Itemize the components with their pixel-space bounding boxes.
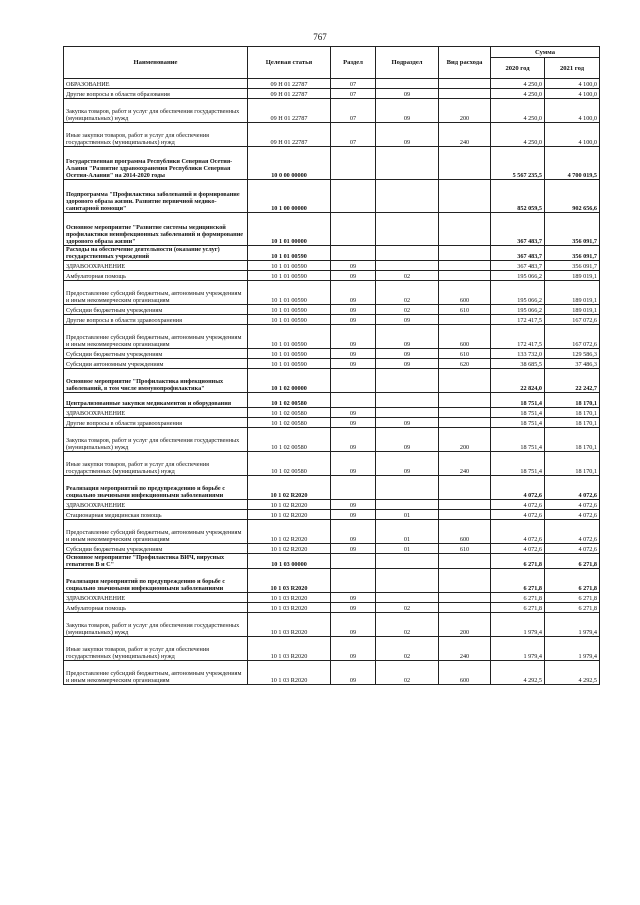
cell-section: 09 <box>331 359 376 369</box>
cell-2020: 852 059,5 <box>491 180 545 213</box>
table-row <box>64 520 600 544</box>
header-subsection: Подраздел <box>376 47 439 79</box>
cell-2021: 189 019,1 <box>545 281 600 305</box>
table-row <box>64 544 600 554</box>
table-row <box>64 603 600 613</box>
cell-2020: 5 567 235,5 <box>491 147 545 180</box>
cell-name: Реализация мероприятий по предупреждению и борьбе с социально значимыми инфекционными заболеваниями <box>64 476 248 500</box>
cell-2021: 189 019,1 <box>545 305 600 315</box>
cell-target: 10 1 02 R2020 <box>248 476 331 500</box>
cell-name: Другие вопросы в области здравоохранения <box>64 315 248 325</box>
cell-subsection: 02 <box>376 637 439 661</box>
cell-name: ЗДРАВООХРАНЕНИЕ <box>64 500 248 510</box>
table-row <box>64 418 600 428</box>
cell-2020: 195 066,2 <box>491 271 545 281</box>
cell-expense-type <box>439 510 491 520</box>
table-row <box>64 452 600 476</box>
cell-section: 09 <box>331 593 376 603</box>
cell-section: 09 <box>331 661 376 685</box>
cell-expense-type <box>439 213 491 246</box>
cell-2020: 4 250,0 <box>491 89 545 99</box>
cell-name: Иные закупки товаров, работ и услуг для обеспечения государственных (муниципальных) нужд <box>64 123 248 147</box>
cell-target: 10 1 02 R2020 <box>248 500 331 510</box>
table-row <box>64 99 600 123</box>
cell-2021: 4 072,6 <box>545 510 600 520</box>
cell-2020: 195 066,2 <box>491 281 545 305</box>
cell-subsection: 09 <box>376 359 439 369</box>
cell-expense-type <box>439 271 491 281</box>
cell-section: 09 <box>331 520 376 544</box>
table-row <box>64 613 600 637</box>
cell-expense-type <box>439 500 491 510</box>
cell-2020: 18 751,4 <box>491 452 545 476</box>
cell-2020: 367 483,7 <box>491 246 545 261</box>
cell-subsection: 09 <box>376 99 439 123</box>
cell-name: Основное мероприятие "Профилактика ВИЧ, вирусных гепатитов В и С" <box>64 554 248 569</box>
cell-2021: 4 292,5 <box>545 661 600 685</box>
cell-2020: 1 979,4 <box>491 613 545 637</box>
cell-2020: 367 483,7 <box>491 213 545 246</box>
table-row <box>64 147 600 180</box>
cell-2021: 356 091,7 <box>545 261 600 271</box>
cell-subsection <box>376 593 439 603</box>
cell-section: 09 <box>331 613 376 637</box>
cell-section <box>331 393 376 408</box>
cell-name: ЗДРАВООХРАНЕНИЕ <box>64 593 248 603</box>
header-section: Раздел <box>331 47 376 79</box>
cell-expense-type <box>439 261 491 271</box>
cell-subsection: 01 <box>376 510 439 520</box>
table-row <box>64 79 600 89</box>
cell-target: 10 1 01 00590 <box>248 349 331 359</box>
cell-target: 10 1 01 00590 <box>248 325 331 349</box>
cell-subsection <box>376 147 439 180</box>
cell-subsection <box>376 79 439 89</box>
cell-2021: 189 019,1 <box>545 271 600 281</box>
cell-target: 10 1 03 R2020 <box>248 637 331 661</box>
header-expense-type: Вид расхода <box>439 47 491 79</box>
table-header <box>64 47 600 79</box>
cell-target: 10 1 01 00590 <box>248 305 331 315</box>
cell-2020: 133 732,0 <box>491 349 545 359</box>
cell-target: 09 Н 01 22787 <box>248 99 331 123</box>
budget-table <box>63 46 600 685</box>
table-row <box>64 325 600 349</box>
cell-target: 10 1 01 00590 <box>248 281 331 305</box>
cell-expense-type: 600 <box>439 281 491 305</box>
cell-subsection: 02 <box>376 281 439 305</box>
cell-target: 10 1 02 00000 <box>248 369 331 393</box>
cell-subsection <box>376 569 439 593</box>
cell-name: Амбулаторная помощь <box>64 271 248 281</box>
cell-target: 10 1 02 R2020 <box>248 510 331 520</box>
cell-2020: 18 751,4 <box>491 393 545 408</box>
cell-name: Закупка товаров, работ и услуг для обеспечения государственных (муниципальных) нужд <box>64 428 248 452</box>
cell-name: Закупка товаров, работ и услуг для обеспечения государственных (муниципальных) нужд <box>64 613 248 637</box>
cell-expense-type <box>439 369 491 393</box>
cell-target: 10 1 02 00580 <box>248 393 331 408</box>
cell-section <box>331 147 376 180</box>
cell-target: 10 1 03 R2020 <box>248 569 331 593</box>
table-row <box>64 637 600 661</box>
cell-2021: 4 072,6 <box>545 520 600 544</box>
table-row <box>64 281 600 305</box>
cell-2020: 6 271,8 <box>491 554 545 569</box>
cell-target: 10 1 01 00590 <box>248 271 331 281</box>
cell-2020: 4 250,0 <box>491 123 545 147</box>
cell-section: 07 <box>331 79 376 89</box>
cell-2021: 4 072,6 <box>545 544 600 554</box>
cell-subsection: 09 <box>376 89 439 99</box>
cell-target: 10 1 02 00580 <box>248 428 331 452</box>
header-sum: Сумма <box>491 47 600 58</box>
cell-section: 09 <box>331 261 376 271</box>
cell-2021: 18 170,1 <box>545 418 600 428</box>
cell-2021: 18 170,1 <box>545 428 600 452</box>
cell-2021: 18 170,1 <box>545 393 600 408</box>
cell-name: Предоставление субсидий бюджетным, автономным учреждениям и иным некоммерческим организациям <box>64 325 248 349</box>
cell-2021: 6 271,8 <box>545 569 600 593</box>
table-body <box>64 79 600 685</box>
cell-2020: 22 824,0 <box>491 369 545 393</box>
cell-name: Основное мероприятие "Развитие системы медицинской профилактики неинфекционных заболеваний и формирование здорового образа жизни" <box>64 213 248 246</box>
cell-subsection: 09 <box>376 349 439 359</box>
cell-subsection: 02 <box>376 661 439 685</box>
cell-target: 10 1 02 00580 <box>248 452 331 476</box>
cell-2021: 22 242,7 <box>545 369 600 393</box>
cell-subsection <box>376 393 439 408</box>
cell-2020: 4 072,6 <box>491 500 545 510</box>
cell-section: 09 <box>331 325 376 349</box>
cell-name: Закупка товаров, работ и услуг для обеспечения государственных (муниципальных) нужд <box>64 99 248 123</box>
table-row <box>64 428 600 452</box>
cell-expense-type: 610 <box>439 305 491 315</box>
cell-2020: 195 066,2 <box>491 305 545 315</box>
cell-subsection <box>376 261 439 271</box>
cell-target: 10 1 01 00000 <box>248 213 331 246</box>
cell-section <box>331 180 376 213</box>
table-row <box>64 261 600 271</box>
cell-2021: 6 271,8 <box>545 554 600 569</box>
cell-name: Предоставление субсидий бюджетным, автономным учреждениям и иным некоммерческим организациям <box>64 281 248 305</box>
cell-2021: 4 100,0 <box>545 79 600 89</box>
table-row <box>64 180 600 213</box>
cell-expense-type <box>439 147 491 180</box>
cell-section: 09 <box>331 603 376 613</box>
cell-target: 10 1 03 00000 <box>248 554 331 569</box>
cell-expense-type <box>439 89 491 99</box>
table-row <box>64 213 600 246</box>
cell-name: Субсидии автономным учреждениям <box>64 359 248 369</box>
cell-2021: 1 979,4 <box>545 613 600 637</box>
cell-subsection: 02 <box>376 603 439 613</box>
cell-section: 09 <box>331 315 376 325</box>
cell-expense-type <box>439 246 491 261</box>
cell-name: Субсидии бюджетным учреждениям <box>64 349 248 359</box>
cell-2021: 167 072,6 <box>545 325 600 349</box>
cell-2021: 4 100,0 <box>545 99 600 123</box>
cell-target: 10 1 03 R2020 <box>248 661 331 685</box>
cell-name: Централизованные закупки медикаментов и оборудования <box>64 393 248 408</box>
cell-subsection: 09 <box>376 418 439 428</box>
cell-2021: 4 072,6 <box>545 476 600 500</box>
cell-expense-type: 200 <box>439 99 491 123</box>
cell-expense-type: 600 <box>439 520 491 544</box>
table-row <box>64 661 600 685</box>
cell-section: 07 <box>331 99 376 123</box>
cell-name: Другие вопросы в области здравоохранения <box>64 418 248 428</box>
table-row <box>64 123 600 147</box>
cell-name: Подпрограмма "Профилактика заболеваний и формирование здорового образа жизни. Развитие первичной медико-санитарной помощи" <box>64 180 248 213</box>
cell-2020: 172 417,5 <box>491 325 545 349</box>
cell-section <box>331 369 376 393</box>
cell-expense-type <box>439 569 491 593</box>
cell-2021: 18 170,1 <box>545 452 600 476</box>
cell-2021: 902 656,6 <box>545 180 600 213</box>
cell-expense-type <box>439 476 491 500</box>
cell-name: Предоставление субсидий бюджетным, автономным учреждениям и иным некоммерческим организациям <box>64 661 248 685</box>
cell-target: 10 1 02 R2020 <box>248 544 331 554</box>
table-row <box>64 510 600 520</box>
cell-2020: 18 751,4 <box>491 418 545 428</box>
cell-name: Реализация мероприятий по предупреждению и борьбе с социально значимыми инфекционными заболеваниями <box>64 569 248 593</box>
cell-subsection: 02 <box>376 271 439 281</box>
cell-2020: 4 250,0 <box>491 79 545 89</box>
cell-section <box>331 213 376 246</box>
cell-name: Другие вопросы в области образования <box>64 89 248 99</box>
cell-expense-type: 610 <box>439 349 491 359</box>
cell-target: 10 1 00 00000 <box>248 180 331 213</box>
cell-subsection: 09 <box>376 123 439 147</box>
cell-target: 10 1 02 00580 <box>248 418 331 428</box>
cell-section: 09 <box>331 271 376 281</box>
cell-section: 09 <box>331 408 376 418</box>
cell-2021: 37 486,3 <box>545 359 600 369</box>
cell-subsection <box>376 500 439 510</box>
cell-section: 07 <box>331 123 376 147</box>
table-row <box>64 476 600 500</box>
cell-name: Расходы на обеспечение деятельности (оказание услуг) государственных учреждений <box>64 246 248 261</box>
table-row <box>64 408 600 418</box>
cell-section: 09 <box>331 637 376 661</box>
cell-2021: 4 100,0 <box>545 89 600 99</box>
cell-expense-type: 620 <box>439 359 491 369</box>
cell-2020: 18 751,4 <box>491 408 545 418</box>
cell-section: 09 <box>331 418 376 428</box>
cell-subsection <box>376 408 439 418</box>
cell-2021: 129 586,3 <box>545 349 600 359</box>
cell-expense-type <box>439 79 491 89</box>
cell-section: 09 <box>331 305 376 315</box>
cell-2020: 4 072,6 <box>491 544 545 554</box>
cell-name: Основное мероприятие "Профилактика инфекционных заболеваний, в том числе иммунопрофилактика" <box>64 369 248 393</box>
cell-expense-type <box>439 554 491 569</box>
cell-target: 10 1 03 R2020 <box>248 603 331 613</box>
cell-2020: 1 979,4 <box>491 637 545 661</box>
cell-expense-type <box>439 315 491 325</box>
cell-2020: 18 751,4 <box>491 428 545 452</box>
cell-expense-type <box>439 180 491 213</box>
page-number: 767 <box>313 32 327 42</box>
cell-expense-type: 240 <box>439 123 491 147</box>
cell-subsection <box>376 476 439 500</box>
cell-2020: 6 271,8 <box>491 603 545 613</box>
cell-section: 09 <box>331 544 376 554</box>
cell-section: 09 <box>331 500 376 510</box>
cell-expense-type <box>439 593 491 603</box>
cell-section: 09 <box>331 281 376 305</box>
cell-2021: 4 100,0 <box>545 123 600 147</box>
table-row <box>64 349 600 359</box>
cell-section <box>331 554 376 569</box>
cell-expense-type <box>439 393 491 408</box>
cell-name: Стационарная медицинская помощь <box>64 510 248 520</box>
cell-2020: 4 072,6 <box>491 510 545 520</box>
cell-name: ОБРАЗОВАНИЕ <box>64 79 248 89</box>
cell-target: 09 Н 01 22787 <box>248 89 331 99</box>
cell-expense-type: 200 <box>439 428 491 452</box>
cell-2020: 6 271,8 <box>491 593 545 603</box>
cell-subsection <box>376 369 439 393</box>
cell-name: ЗДРАВООХРАНЕНИЕ <box>64 408 248 418</box>
table-row <box>64 246 600 261</box>
cell-subsection: 02 <box>376 305 439 315</box>
table-row <box>64 315 600 325</box>
cell-2021: 4 700 019,5 <box>545 147 600 180</box>
cell-name: Субсидии бюджетным учреждениям <box>64 544 248 554</box>
cell-target: 10 1 01 00590 <box>248 246 331 261</box>
cell-expense-type: 600 <box>439 661 491 685</box>
cell-2021: 356 091,7 <box>545 213 600 246</box>
cell-2020: 4 250,0 <box>491 99 545 123</box>
cell-name: Субсидии бюджетным учреждениям <box>64 305 248 315</box>
table-row <box>64 271 600 281</box>
cell-name: Иные закупки товаров, работ и услуг для обеспечения государственных (муниципальных) нужд <box>64 452 248 476</box>
cell-2020: 367 483,7 <box>491 261 545 271</box>
cell-target: 10 1 01 00590 <box>248 315 331 325</box>
cell-2020: 4 292,5 <box>491 661 545 685</box>
cell-expense-type: 240 <box>439 637 491 661</box>
cell-target: 10 1 02 00580 <box>248 408 331 418</box>
cell-section: 09 <box>331 510 376 520</box>
cell-2021: 1 979,4 <box>545 637 600 661</box>
cell-2021: 4 072,6 <box>545 500 600 510</box>
cell-target: 09 Н 01 22787 <box>248 123 331 147</box>
cell-name: ЗДРАВООХРАНЕНИЕ <box>64 261 248 271</box>
cell-2021: 6 271,8 <box>545 603 600 613</box>
cell-subsection: 01 <box>376 544 439 554</box>
cell-2020: 4 072,6 <box>491 520 545 544</box>
header-2021: 2021 год <box>545 58 600 79</box>
header-name: Наименование <box>64 47 248 79</box>
cell-target: 10 1 01 00590 <box>248 261 331 271</box>
table-row <box>64 305 600 315</box>
cell-target: 10 1 03 R2020 <box>248 613 331 637</box>
cell-2021: 18 170,1 <box>545 408 600 418</box>
cell-2020: 6 271,8 <box>491 569 545 593</box>
cell-subsection <box>376 180 439 213</box>
cell-expense-type: 600 <box>439 325 491 349</box>
table-row <box>64 593 600 603</box>
cell-section: 09 <box>331 349 376 359</box>
table-row <box>64 569 600 593</box>
cell-expense-type: 240 <box>439 452 491 476</box>
cell-expense-type: 610 <box>439 544 491 554</box>
cell-subsection: 09 <box>376 452 439 476</box>
cell-section: 07 <box>331 89 376 99</box>
cell-section: 09 <box>331 428 376 452</box>
cell-expense-type <box>439 603 491 613</box>
cell-name: Амбулаторная помощь <box>64 603 248 613</box>
cell-expense-type: 200 <box>439 613 491 637</box>
cell-2021: 356 091,7 <box>545 246 600 261</box>
cell-name: Государственная программа Республики Северная Осетия-Алания "Развитие здравоохранения Республики Северная Осетия-Алания" на 2014-2020 годы <box>64 147 248 180</box>
table-row <box>64 359 600 369</box>
header-target: Целевая статья <box>248 47 331 79</box>
table-row <box>64 500 600 510</box>
cell-subsection <box>376 554 439 569</box>
cell-section <box>331 476 376 500</box>
table-row <box>64 369 600 393</box>
cell-target: 09 Н 01 22787 <box>248 79 331 89</box>
cell-section: 09 <box>331 452 376 476</box>
cell-subsection: 09 <box>376 315 439 325</box>
cell-target: 10 1 03 R2020 <box>248 593 331 603</box>
table-row <box>64 89 600 99</box>
cell-subsection: 01 <box>376 520 439 544</box>
cell-subsection: 02 <box>376 613 439 637</box>
cell-2021: 6 271,8 <box>545 593 600 603</box>
cell-section <box>331 246 376 261</box>
cell-target: 10 1 02 R2020 <box>248 520 331 544</box>
cell-expense-type <box>439 408 491 418</box>
cell-name: Предоставление субсидий бюджетным, автономным учреждениям и иным некоммерческим организациям <box>64 520 248 544</box>
table-row <box>64 554 600 569</box>
table-row <box>64 393 600 408</box>
cell-subsection <box>376 246 439 261</box>
cell-2020: 38 685,5 <box>491 359 545 369</box>
cell-expense-type <box>439 418 491 428</box>
cell-2020: 4 072,6 <box>491 476 545 500</box>
cell-2021: 167 072,6 <box>545 315 600 325</box>
cell-subsection: 09 <box>376 428 439 452</box>
cell-name: Иные закупки товаров, работ и услуг для обеспечения государственных (муниципальных) нужд <box>64 637 248 661</box>
cell-target: 10 1 01 00590 <box>248 359 331 369</box>
header-2020: 2020 год <box>491 58 545 79</box>
cell-subsection <box>376 213 439 246</box>
cell-section <box>331 569 376 593</box>
cell-target: 10 0 00 00000 <box>248 147 331 180</box>
cell-2020: 172 417,5 <box>491 315 545 325</box>
cell-subsection: 09 <box>376 325 439 349</box>
